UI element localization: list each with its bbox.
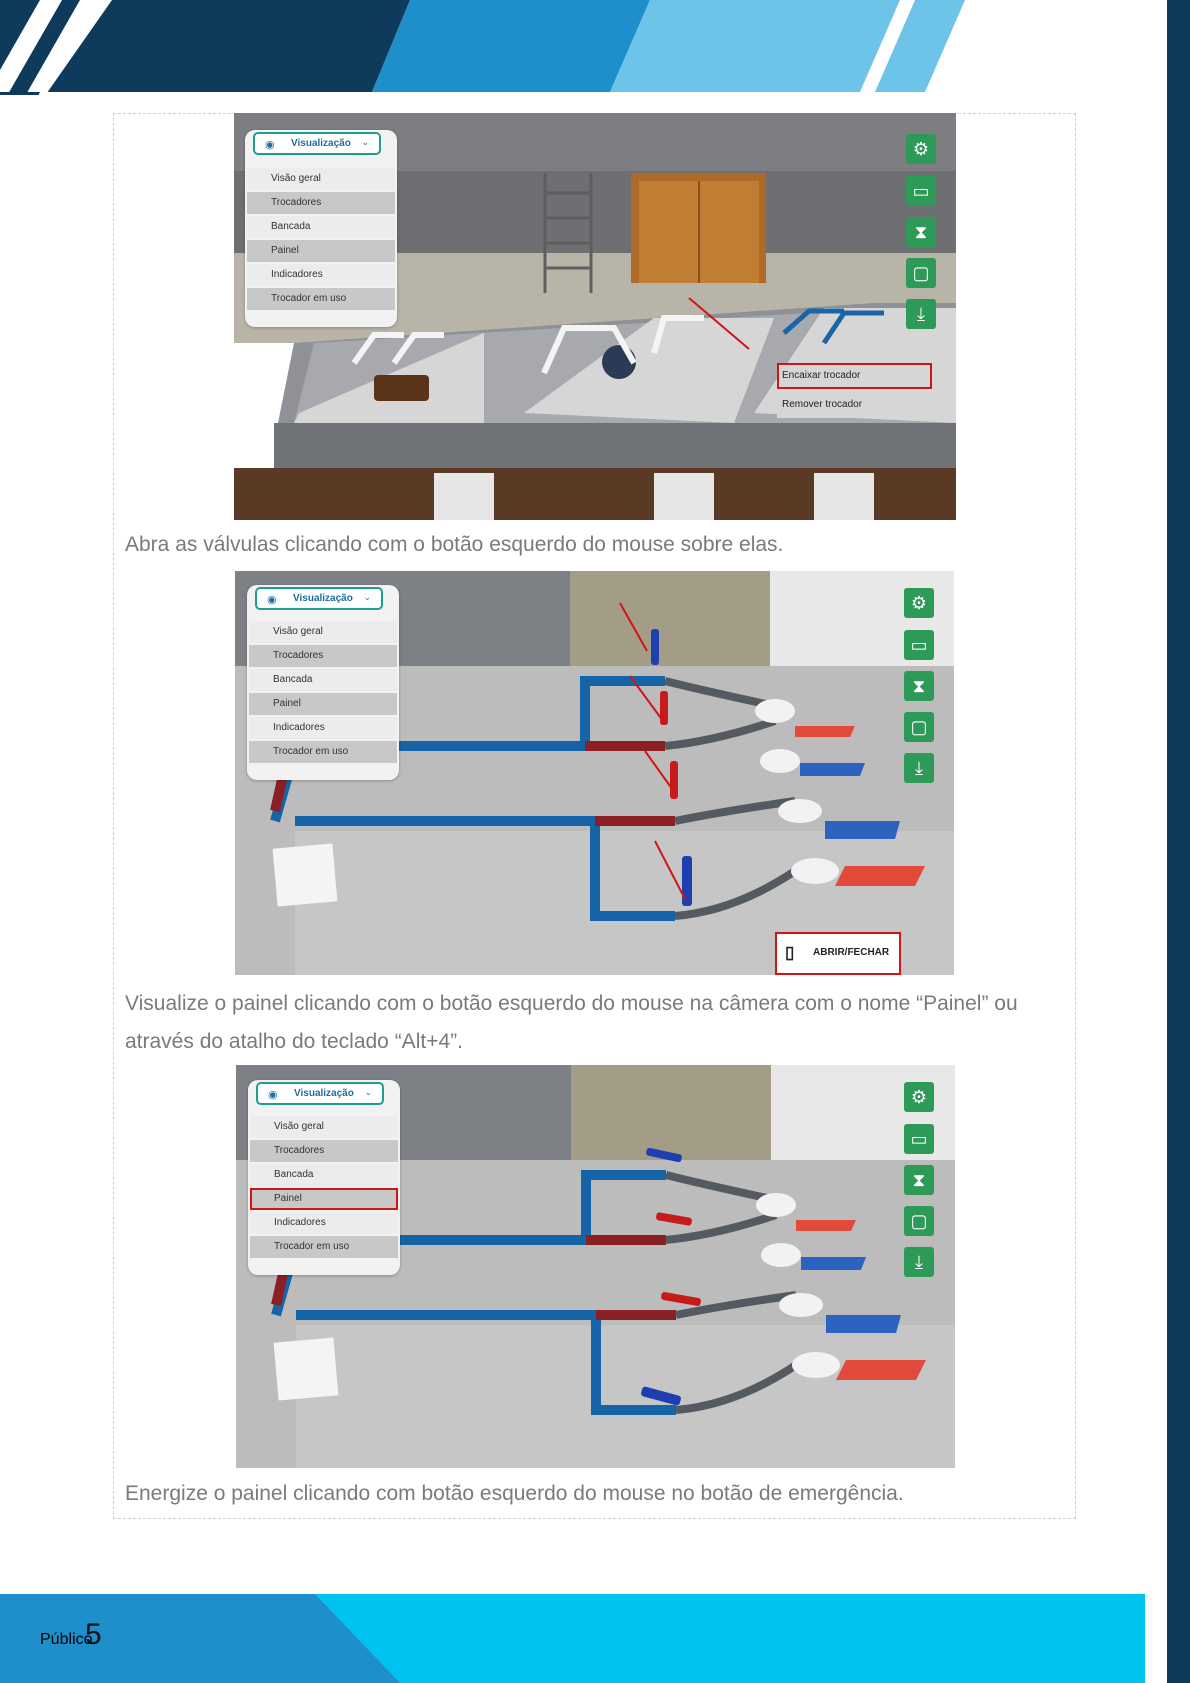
menu-item-exchanger-in-use[interactable]: Trocador em uso xyxy=(247,288,395,310)
eye-icon: ◉ xyxy=(267,594,277,606)
menu-item-indicators[interactable]: Indicadores xyxy=(250,1212,398,1234)
hourglass-icon[interactable]: ⧗ xyxy=(904,1165,934,1195)
menu-item-overview[interactable]: Visão geral xyxy=(250,1116,398,1138)
header-banner xyxy=(0,0,1190,95)
menu-item-panel[interactable]: Painel xyxy=(249,693,397,715)
hourglass-icon[interactable]: ⧗ xyxy=(906,217,936,247)
settings-gear-icon[interactable]: ⚙ xyxy=(904,1082,934,1112)
settings-gear-icon[interactable]: ⚙ xyxy=(906,134,936,164)
simulator-screenshot-3 xyxy=(236,1065,955,1468)
menu-item-overview[interactable]: Visão geral xyxy=(249,621,397,643)
view-menu-title: Visualização xyxy=(291,138,351,149)
settings-gear-icon[interactable]: ⚙ xyxy=(904,588,934,618)
download-icon[interactable]: ⤓ xyxy=(904,753,934,783)
notebook-icon[interactable]: ▭ xyxy=(906,176,936,206)
menu-item-panel-highlighted[interactable]: Painel xyxy=(250,1188,398,1210)
hourglass-icon[interactable]: ⧗ xyxy=(904,671,934,701)
chevron-down-icon: ⌄ xyxy=(364,1087,372,1097)
view-menu-2 xyxy=(247,585,399,780)
menu-item-exchangers[interactable]: Trocadores xyxy=(249,645,397,667)
menu-item-bench[interactable]: Bancada xyxy=(247,216,395,238)
menu-item-bench[interactable]: Bancada xyxy=(250,1164,398,1186)
monitor-icon[interactable]: ▢ xyxy=(904,712,934,742)
download-icon[interactable]: ⤓ xyxy=(904,1247,934,1277)
simulator-screenshot-1 xyxy=(234,113,956,520)
caption-open-valves: Abra as válvulas clicando com o botão esquerdo do mouse sobre elas. xyxy=(125,533,784,556)
menu-item-indicators[interactable]: Indicadores xyxy=(247,264,395,286)
caption-view-panel: Visualize o painel clicando com o botão esquerdo do mouse na câmera com o nome “Painel” ou através do atalho do teclado “Alt+4”. xyxy=(125,992,1018,1053)
caption-energize-panel: Energize o painel clicando com botão esquerdo do mouse no botão de emergência. xyxy=(125,1482,904,1505)
open-close-label: ABRIR/FECHAR xyxy=(813,947,890,958)
classification-label: Público xyxy=(40,1631,93,1648)
view-menu xyxy=(245,130,397,327)
page-number: 5 xyxy=(85,1618,102,1651)
menu-item-exchangers[interactable]: Trocadores xyxy=(250,1140,398,1162)
menu-item-exchanger-in-use[interactable]: Trocador em uso xyxy=(249,741,397,763)
view-menu-dropdown-2[interactable] xyxy=(255,587,383,610)
simulator-screenshot-2 xyxy=(235,571,954,975)
mouse-icon: ▯ xyxy=(785,943,795,962)
remove-exchanger-option[interactable]: Remover trocador xyxy=(777,392,932,418)
eye-icon: ◉ xyxy=(265,139,275,151)
monitor-icon[interactable]: ▢ xyxy=(906,258,936,288)
view-menu-dropdown-3[interactable] xyxy=(256,1082,384,1105)
menu-item-exchangers[interactable]: Trocadores xyxy=(247,192,395,214)
eye-icon: ◉ xyxy=(268,1089,278,1101)
menu-item-bench[interactable]: Bancada xyxy=(249,669,397,691)
footer-banner xyxy=(0,1594,1145,1683)
download-icon[interactable]: ⤓ xyxy=(906,299,936,329)
notebook-icon[interactable]: ▭ xyxy=(904,1124,934,1154)
monitor-icon[interactable]: ▢ xyxy=(904,1206,934,1236)
menu-item-indicators[interactable]: Indicadores xyxy=(249,717,397,739)
view-menu-title-2: Visualização xyxy=(293,593,353,604)
menu-item-panel[interactable]: Painel xyxy=(247,240,395,262)
open-close-mouse-hint xyxy=(775,932,901,975)
right-edge-bar xyxy=(1167,0,1190,1683)
menu-item-overview[interactable]: Visão geral xyxy=(247,168,395,190)
menu-item-exchanger-in-use[interactable]: Trocador em uso xyxy=(250,1236,398,1258)
chevron-down-icon: ⌄ xyxy=(363,592,371,602)
notebook-icon[interactable]: ▭ xyxy=(904,630,934,660)
view-menu-title-3: Visualização xyxy=(294,1088,354,1099)
view-menu-dropdown[interactable] xyxy=(253,132,381,155)
fit-exchanger-option[interactable]: Encaixar trocador xyxy=(777,363,932,389)
view-menu-3 xyxy=(248,1080,400,1275)
chevron-down-icon: ⌄ xyxy=(361,137,369,147)
